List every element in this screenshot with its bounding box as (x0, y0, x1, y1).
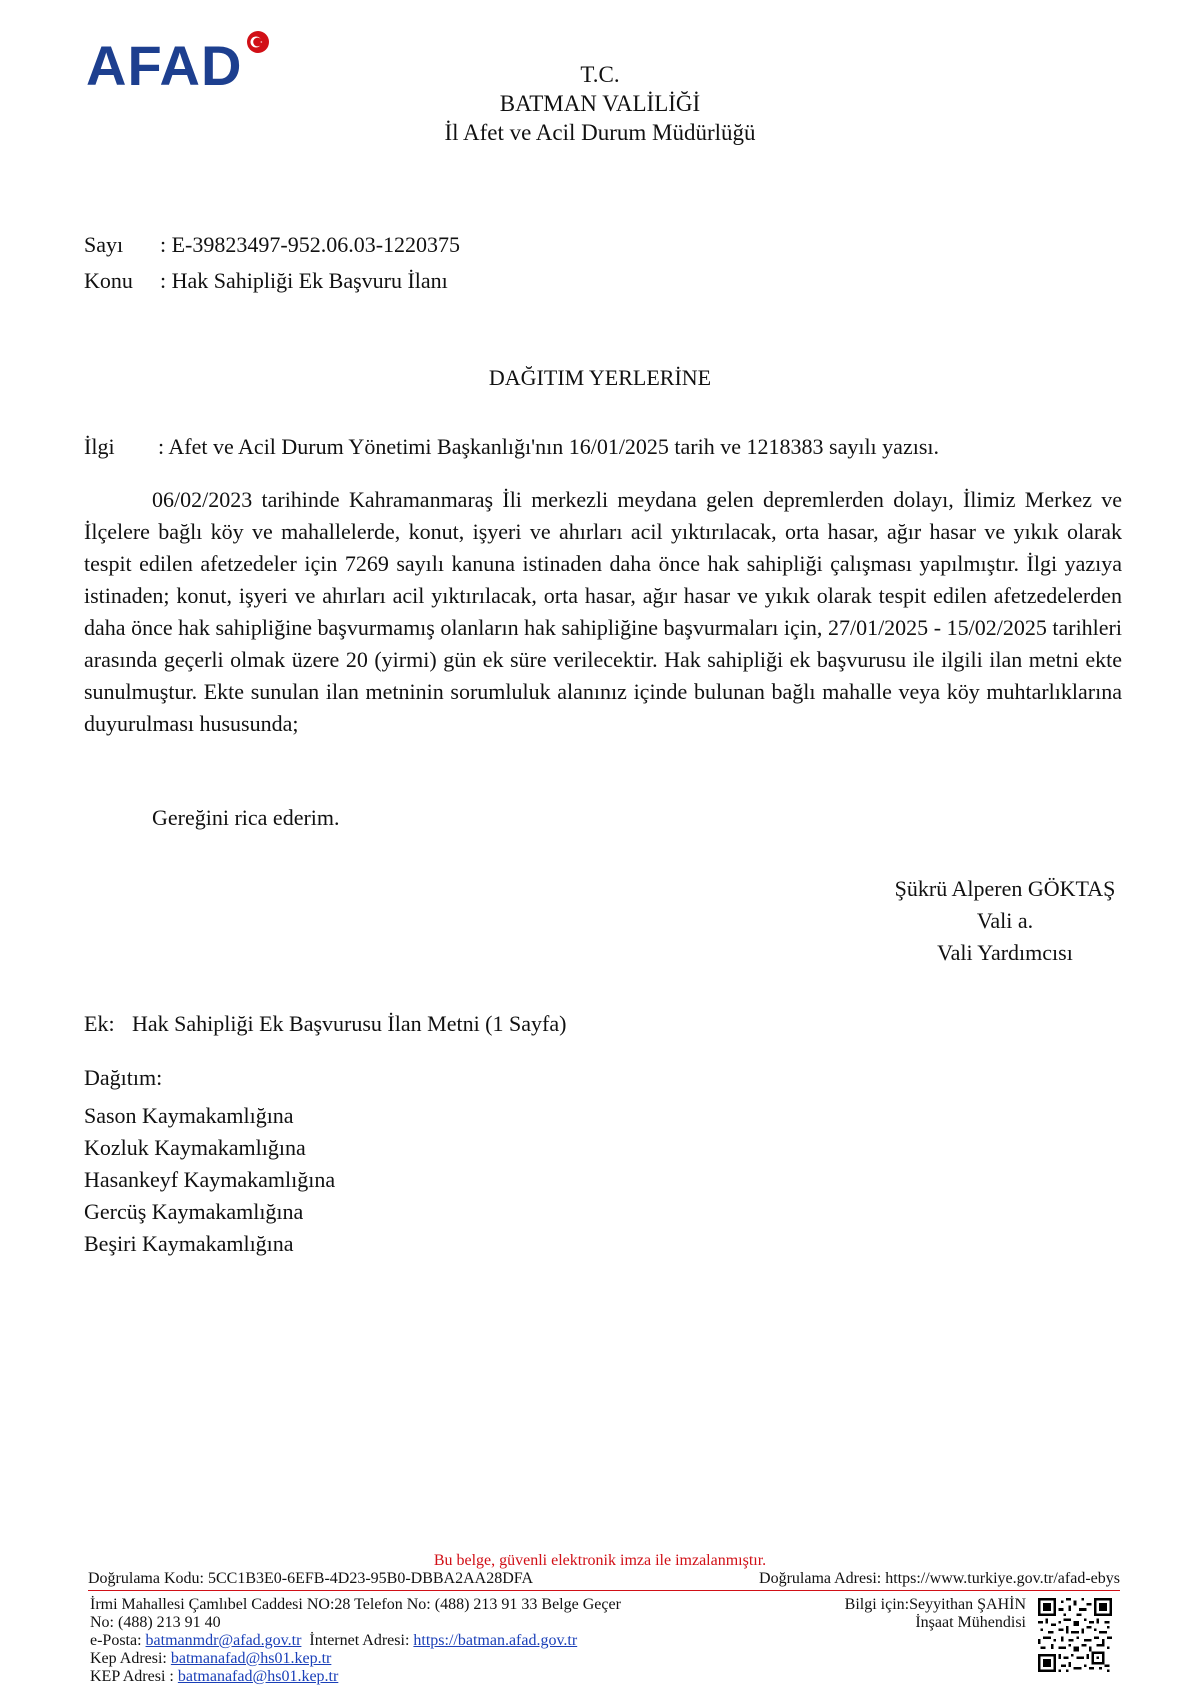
signature-block (860, 873, 1150, 969)
qr-code-icon (1038, 1598, 1112, 1672)
body-paragraph: 06/02/2023 tarihinde Kahramanmaraş İli merkezli meydana gelen depremlerden dolayı, İlimiz Merkez ve İlçelere bağlı köy ve mahallelerde, konut, işyeri ve ahırları acil yıktırılacak, orta hasar, ağır hasar ve yıkık olarak tespit edilen afetzedeler için 7269 sayılı kanuna istinaden daha önce hak sahipliği çalışması yapılmıştır. İlgi yazıya istinaden; konut, işyeri ve ahırları acil yıktırılacak, orta hasar, ağır hasar ve yıkık olarak tespit edilen afetzedelerden daha önce hak sahipliğine başvurmamış olanların hak sahipliğine başvurmaları için, 27/01/2025 - 15/02/2025 tarihleri arasında geçerli olmak üzere 20 (yirmi) gün ek süre verilecektir. Hak sahipliği ek başvurusu ile ilgili ilan metni ekte sunulmuştur. Ekte sunulan ilan metninin sorumluluk alanınız içinde bulunan bağlı mahalle veya köy muhtarlıklarına duyurulması hususunda; (84, 487, 1122, 736)
email-internet-line (90, 1632, 830, 1650)
kep2-prefix: KEP Adresi : (90, 1668, 178, 1685)
sayi-value: : E-39823497-952.06.03-1220375 (160, 232, 461, 257)
signer-title: Vali Yardımcısı (937, 940, 1073, 965)
email-link[interactable]: batmanmdr@afad.gov.tr (145, 1632, 302, 1649)
address-line: İrmi Mahallesi Çamlıbel Caddesi NO:28 Telefon No: (488) 213 91 33 Belge Geçer (90, 1596, 621, 1613)
sayi-row (84, 231, 460, 259)
footer-divider (88, 1590, 1120, 1591)
ilgi-row (84, 433, 939, 461)
afad-logo (86, 36, 286, 96)
distribution-list (84, 1062, 335, 1260)
konu-value: : Hak Sahipliği Ek Başvuru İlanı (160, 268, 448, 293)
website-link[interactable]: https://batman.afad.gov.tr (413, 1632, 578, 1649)
kep-line (90, 1650, 830, 1668)
info-title: İnşaat Mühendisi (915, 1614, 1026, 1631)
kep2-link[interactable]: batmanafad@hs01.kep.tr (177, 1668, 339, 1685)
verification-row (88, 1570, 1120, 1588)
distribution-item: Sason Kaymakamlığına (84, 1103, 294, 1128)
afad-logo-text: AFAD (86, 34, 243, 97)
contact-info (90, 1596, 830, 1686)
kep-link[interactable]: batmanafad@hs01.kep.tr (170, 1650, 332, 1667)
header-directorate: İl Afet ve Acil Durum Müdürlüğü (444, 120, 756, 145)
konu-label: Konu (84, 268, 133, 293)
distribution-item: Kozluk Kaymakamlığına (84, 1135, 306, 1160)
distribution-item: Hasankeyf Kaymakamlığına (84, 1167, 336, 1192)
distribution-item: Beşiri Kaymakamlığına (84, 1231, 294, 1256)
document-header (300, 60, 900, 147)
signer-name: Şükrü Alperen GÖKTAŞ (894, 876, 1116, 901)
ilgi-value: : Afet ve Acil Durum Yönetimi Başkanlığı'nın 16/01/2025 tarih ve 1218383 sayılı yazısı. (158, 434, 939, 459)
signer-on-behalf: Vali a. (976, 908, 1034, 933)
recipient-title: DAĞITIM YERLERİNE (488, 365, 712, 390)
e-signature-notice: Bu belge, güvenli elektronik imza ile imzalanmıştır. (433, 1552, 767, 1569)
turkish-flag-emblem-icon (246, 30, 270, 54)
attachment-label: Ek: (84, 1011, 115, 1036)
info-contact: Bilgi için:Seyyithan ŞAHİN (844, 1596, 1026, 1613)
header-governorship: BATMAN VALİLİĞİ (499, 91, 701, 116)
kep2-line (90, 1668, 830, 1686)
konu-row (84, 267, 448, 295)
phone-line: No: (488) 213 91 40 (90, 1614, 221, 1631)
contact-person (780, 1596, 1026, 1632)
verification-code: Doğrulama Kodu: 5CC1B3E0-6EFB-4D23-95B0-DBBA2AA28DFA (88, 1570, 534, 1587)
distribution-label: Dağıtım: (84, 1065, 163, 1090)
attachment-value: Hak Sahipliği Ek Başvurusu İlan Metni (1 Sayfa) (132, 1011, 567, 1036)
kep-prefix: Kep Adresi: (90, 1650, 171, 1667)
internet-prefix: İnternet Adresi: (301, 1632, 414, 1649)
distribution-item: Gercüş Kaymakamlığına (84, 1199, 304, 1224)
ilgi-label: İlgi (84, 434, 115, 459)
sayi-label: Sayı (84, 232, 124, 257)
header-tc: T.C. (580, 62, 620, 87)
request-text: Gereğini rica ederim. (152, 805, 340, 830)
attachment-row (84, 1010, 566, 1038)
verification-address: Doğrulama Adresi: https://www.turkiye.gov.tr/afad-ebys (759, 1570, 1120, 1587)
email-prefix: e-Posta: (90, 1632, 146, 1649)
